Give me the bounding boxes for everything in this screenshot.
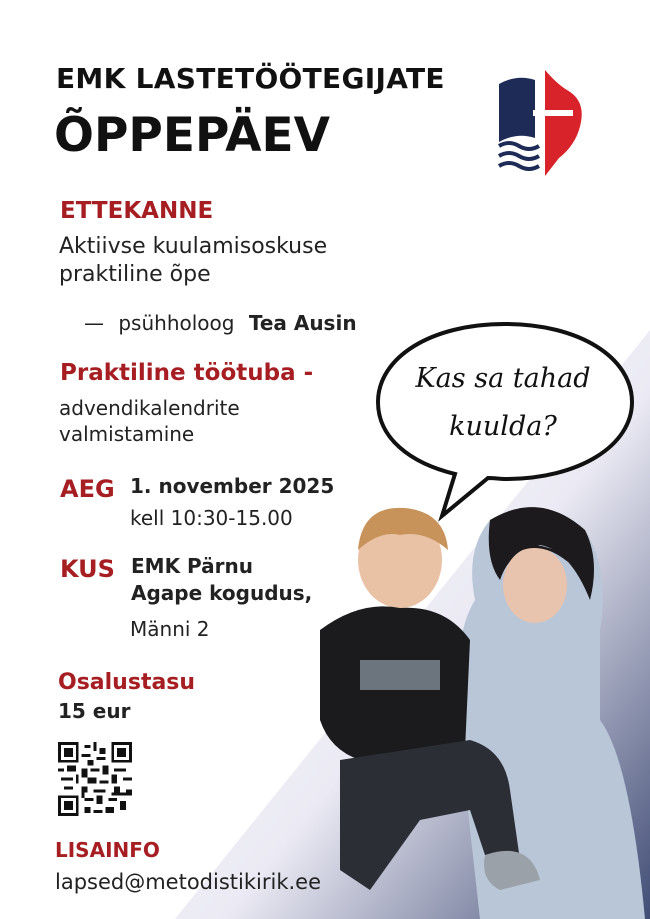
- info-label: LISAINFO: [55, 838, 160, 862]
- place-line-3: Männi 2: [130, 617, 210, 641]
- place-label: KUS: [60, 555, 115, 583]
- church-flag-logo-icon: [497, 66, 589, 180]
- info-email[interactable]: lapsed@metodistikirik.ee: [55, 870, 321, 894]
- title-line-1: EMK LASTETÖÖTEGIJATE: [56, 62, 445, 95]
- title-line-2: ÕPPEPÄEV: [54, 108, 330, 163]
- workshop-line-1: advendikalendrite: [59, 396, 240, 420]
- bubble-line-1: Kas sa tahad: [415, 363, 591, 394]
- speaker-role: psühholoog: [118, 311, 235, 335]
- talk-title-line-1: Aktiivse kuulamisoskuse: [59, 234, 328, 259]
- speaker-dash: —: [84, 311, 104, 335]
- time-hours: kell 10:30-15.00: [130, 506, 293, 530]
- bubble-text: [398, 355, 608, 451]
- workshop-line-2: valmistamine: [59, 422, 195, 446]
- workshop-heading: Praktiline töötuba -: [60, 360, 314, 386]
- time-label: AEG: [60, 475, 115, 503]
- qr-code-icon[interactable]: [58, 742, 132, 816]
- speaker-name: Tea Ausin: [248, 311, 357, 335]
- time-date: 1. november 2025: [130, 474, 335, 498]
- fee-amount: 15 eur: [58, 699, 131, 723]
- talk-heading: ETTEKANNE: [60, 198, 214, 224]
- place-line-1: EMK Pärnu: [131, 554, 253, 578]
- talk-title-line-2: praktiline õpe: [59, 262, 211, 287]
- bubble-line-2: kuulda?: [449, 411, 557, 442]
- woman-and-boy-photo-icon: [300, 490, 650, 919]
- fee-label: Osalustasu: [58, 670, 196, 695]
- place-line-2: Agape kogudus,: [131, 581, 313, 605]
